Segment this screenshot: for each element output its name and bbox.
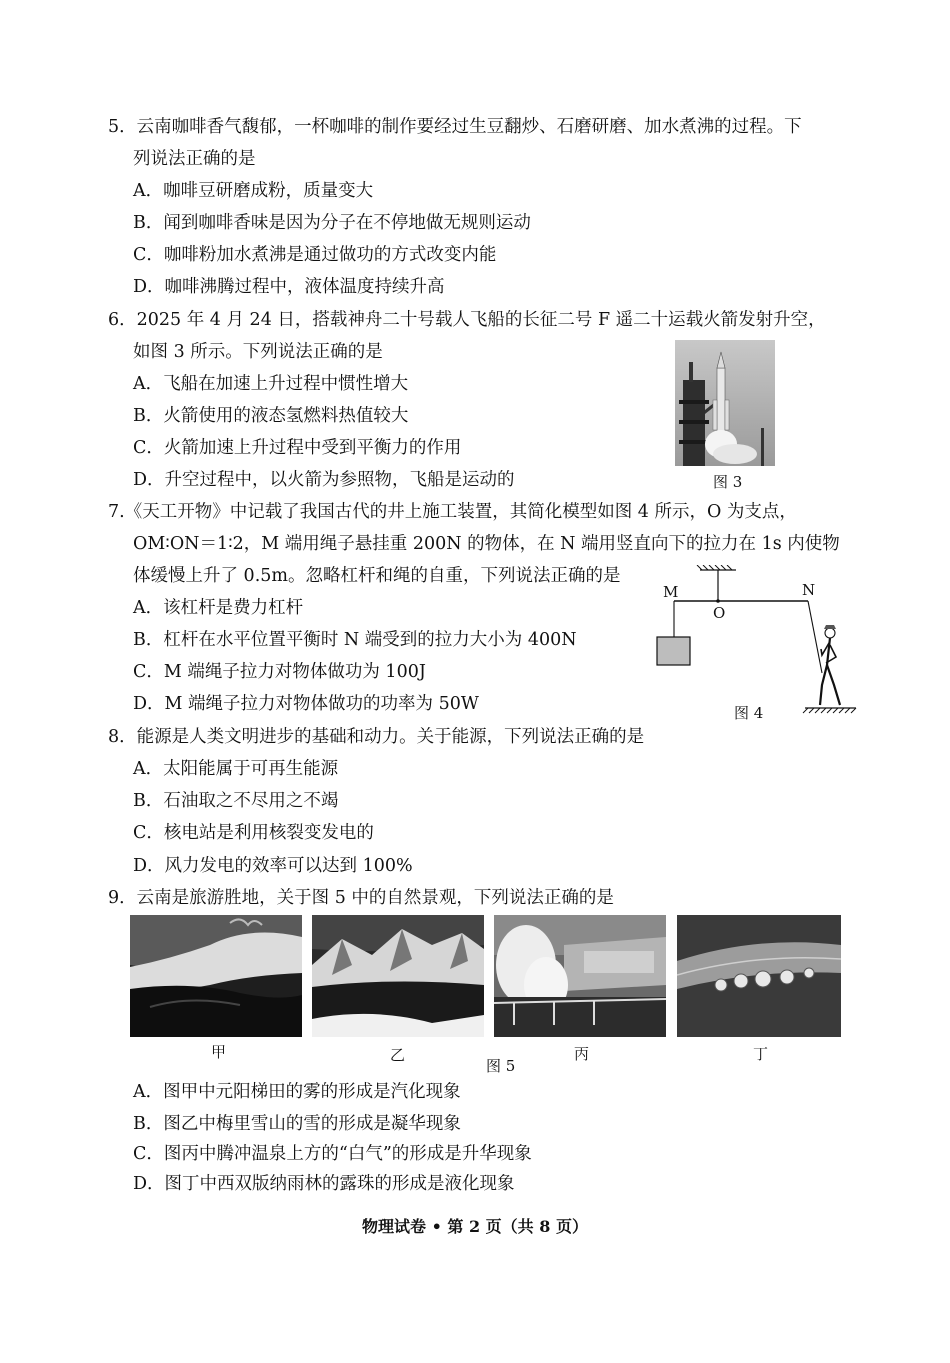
q5-option-c: C．咖啡粉加水煮沸是通过做功的方式改变内能 [133,245,497,265]
q9-option-c: C．图丙中腾冲温泉上方的“白气”的形成是升华现象 [133,1144,532,1164]
q6-stem-line-1: 6．2025 年 4 月 24 日，搭载神舟二十号载人飞船的长征二号 F 遥二十运载火箭发射升空， [108,310,826,330]
q5-stem-line-1: 5．云南咖啡香气馥郁，一杯咖啡的制作要经过生豆翻炒、石磨研磨、加水煮沸的过程。下 [108,117,802,137]
q7-option-b: B．杠杆在水平位置平衡时 N 端受到的拉力大小为 400N [133,630,577,650]
figure-5-caption: 图 5 [486,1057,516,1075]
q5-option-b: B．闻到咖啡香味是因为分子在不停地做无规则运动 [133,213,531,233]
figure-5-photo-yi [312,915,484,1037]
figure-3-rocket-photo [675,340,775,466]
q6-stem-line-2: 如图 3 所示。下列说法正确的是 [133,342,383,362]
figure-5-photo-jia [130,915,302,1037]
figure-4-caption: 图 4 [734,704,764,722]
q6-option-c: C．火箭加速上升过程中受到平衡力的作用 [133,438,462,458]
q6-option-a: A．飞船在加速上升过程中惯性增大 [133,374,409,394]
q8-option-c: C．核电站是利用核裂变发电的 [133,823,374,843]
figure-5-photo-ding [677,915,841,1037]
q9-option-d: D．图丁中西双版纳雨林的露珠的形成是液化现象 [133,1174,515,1194]
q7-option-c: C．M 端绳子拉力对物体做功为 100J [133,662,426,682]
q9-stem-line-1: 9．云南是旅游胜地，关于图 5 中的自然景观，下列说法正确的是 [108,888,614,908]
q5-option-d: D．咖啡沸腾过程中，液体温度持续升高 [133,277,445,297]
figure-4-label-m: M [663,583,679,601]
figure-4-label-o: O [713,604,726,622]
figure-3-caption: 图 3 [713,473,743,491]
figure-5-label-yi: 乙 [390,1046,406,1064]
figure-5-label-bing: 丙 [574,1045,590,1063]
q8-option-b: B．石油取之不尽用之不竭 [133,791,339,811]
q5-stem-line-2: 列说法正确的是 [133,149,256,169]
figure-4-lever-diagram [650,565,860,720]
page-footer: 物理试卷 • 第 2 页（共 8 页） [362,1217,588,1236]
q8-option-d: D．风力发电的效率可以达到 100% [133,856,413,876]
q7-stem-line-2: OM∶ON＝1∶2，M 端用绳子悬挂重 200N 的物体，在 N 端用竖直向下的拉力在 1s 内使物 [133,534,840,554]
q5-option-a: A．咖啡豆研磨成粉，质量变大 [133,181,374,201]
figure-4-label-n: N [802,581,816,599]
q7-option-a: A．该杠杆是费力杠杆 [133,598,304,618]
q6-option-d: D．升空过程中，以火箭为参照物，飞船是运动的 [133,470,515,490]
q9-option-b: B．图乙中梅里雪山的雪的形成是凝华现象 [133,1114,461,1134]
figure-5-photo-bing [494,915,666,1037]
q7-stem-line-1: 7.《天工开物》中记载了我国古代的井上施工装置，其简化模型如图 4 所示，O 为支点， [108,502,797,522]
q8-stem-line-1: 8．能源是人类文明进步的基础和动力。关于能源，下列说法正确的是 [108,727,645,747]
q7-option-d: D．M 端绳子拉力对物体做功的功率为 50W [133,694,479,714]
q9-option-a: A．图甲中元阳梯田的雾的形成是汽化现象 [133,1082,461,1102]
q6-option-b: B．火箭使用的液态氢燃料热值较大 [133,406,409,426]
figure-5-label-ding: 丁 [753,1045,769,1063]
q7-stem-line-3: 体缓慢上升了 0.5m。忽略杠杆和绳的自重，下列说法正确的是 [133,566,621,586]
figure-5-label-jia: 甲 [211,1043,227,1061]
q8-option-a: A．太阳能属于可再生能源 [133,759,339,779]
